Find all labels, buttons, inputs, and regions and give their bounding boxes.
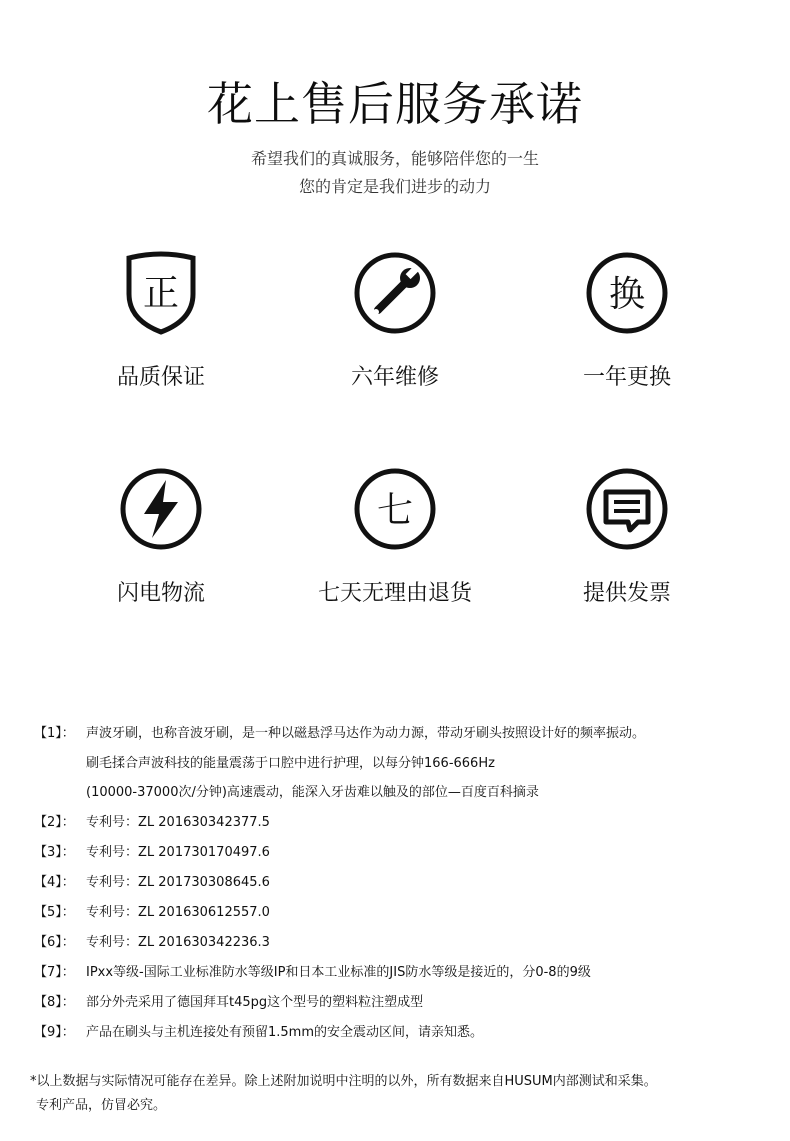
note-number: 【3】： — [34, 845, 75, 860]
note-3 — [34, 841, 270, 860]
note-1 — [34, 722, 645, 741]
note-number: 【7】： — [34, 965, 75, 980]
note-1-cont-1: 刷毛揉合声波科技的能量震荡于口腔中进行护理，以每分钟166-666Hz — [86, 756, 495, 771]
page-title: 花上售后服务承诺 — [207, 77, 583, 131]
note-8 — [34, 991, 423, 1010]
note-text: 专利号：ZL 201630612557.0 — [86, 905, 270, 920]
shield-zheng-icon — [116, 248, 206, 338]
seven-glyph: 七 — [376, 490, 414, 531]
lightning-icon — [116, 464, 206, 554]
note-text: 声波牙刷，也称音波牙刷，是一种以磁悬浮马达作为动力源，带动牙刷头按照设计好的频率振动。 — [86, 726, 646, 741]
note-number: 【6】： — [34, 935, 75, 950]
note-text: 专利号：ZL 201630342236.3 — [86, 935, 270, 950]
note-text: 部分外壳采用了德国拜耳t45pg这个型号的塑料粒注塑成型 — [86, 995, 424, 1010]
note-number: 【5】： — [34, 905, 75, 920]
note-9 — [34, 1021, 483, 1040]
note-4 — [34, 871, 270, 890]
service-label-replace: 一年更换 — [582, 365, 671, 390]
wrench-icon — [350, 248, 440, 338]
service-label-return: 七天无理由退货 — [317, 581, 472, 606]
service-label-quality: 品质保证 — [116, 365, 205, 390]
note-text: 专利号：ZL 201730170497.6 — [86, 845, 270, 860]
note-text: 产品在刷头与主机连接处有预留1.5mm的安全震动区间，请亲知悉。 — [86, 1025, 484, 1040]
shield-glyph: 正 — [142, 273, 180, 314]
footer-patent: 专利产品，仿冒必究。 — [36, 1098, 167, 1113]
note-5 — [34, 901, 270, 920]
service-label-logistics: 闪电物流 — [116, 581, 205, 606]
note-7 — [34, 961, 591, 980]
note-number: 【4】： — [34, 875, 75, 890]
note-number: 【8】： — [34, 995, 75, 1010]
subtitle-line-2: 您的肯定是我们进步的动力 — [298, 177, 491, 196]
note-text: IPxx等级-国际工业标准防水等级IP和日本工业标准的JIS防水等级是接近的，分0-8的9级 — [86, 965, 591, 980]
footer-disclaimer: *以上数据与实际情况可能存在差异。除上述附加说明中注明的以外，所有数据来自HUSUM内部测试和采集。 — [30, 1074, 657, 1089]
service-label-repair: 六年维修 — [350, 365, 439, 390]
note-6 — [34, 931, 270, 950]
subtitle-line-1: 希望我们的真诚服务，能够陪伴您的一生 — [250, 149, 539, 168]
note-text: 专利号：ZL 201730308645.6 — [86, 875, 270, 890]
exchange-glyph: 换 — [608, 274, 646, 315]
seven-qi-icon — [350, 464, 440, 554]
note-number: 【2】： — [34, 815, 75, 830]
service-label-invoice: 提供发票 — [582, 581, 671, 606]
note-1-cont-2: (10000-37000次/分钟)高速震动，能深入牙齿难以触及的部位—百度百科摘录 — [86, 785, 539, 800]
note-2 — [34, 811, 270, 830]
note-number: 【1】： — [34, 726, 75, 741]
invoice-icon — [582, 464, 672, 554]
exchange-huan-icon — [582, 248, 672, 338]
note-number: 【9】： — [34, 1025, 75, 1040]
note-text: 专利号：ZL 201630342377.5 — [86, 815, 270, 830]
